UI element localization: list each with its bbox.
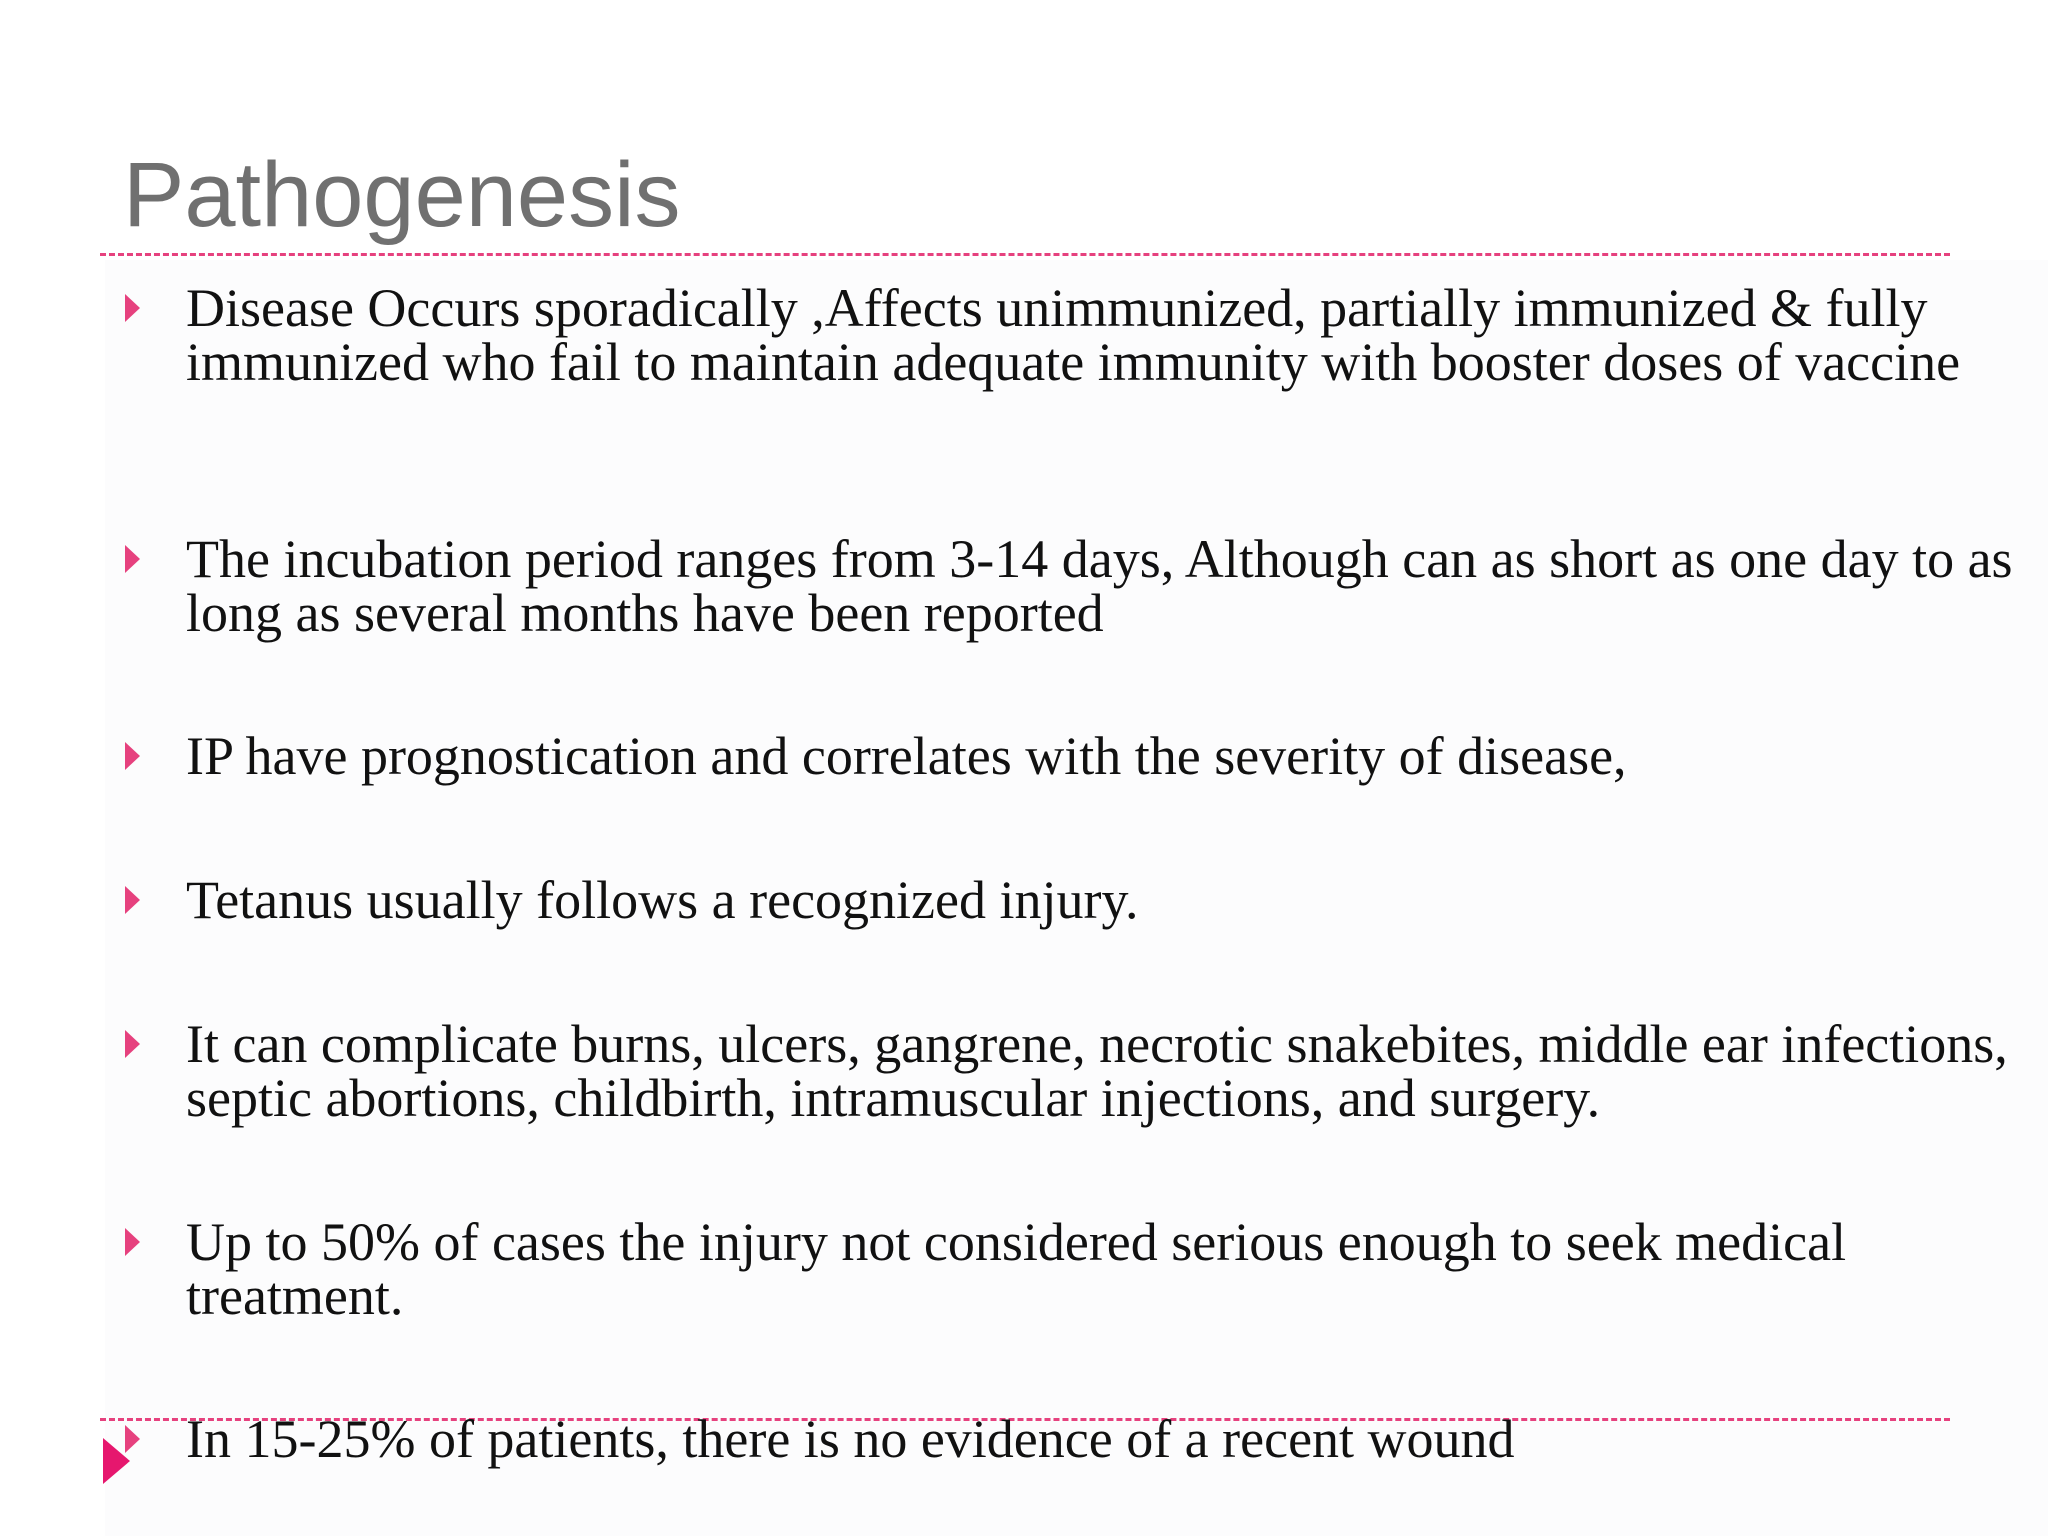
bullet-item xyxy=(123,278,2023,392)
bullet-text: The incubation period ranges from 3-14 days, Although can as short as one day to as long as several months have been reported xyxy=(186,529,2013,643)
corner-triangle-icon xyxy=(103,1438,130,1484)
pink-triangle-bullet-icon xyxy=(125,1228,140,1256)
pink-triangle-bullet-icon xyxy=(125,545,140,573)
bullet-text: Up to 50% of cases the injury not considered serious enough to seek medical treatment. xyxy=(186,1212,1847,1326)
bullet-text: It can complicate burns, ulcers, gangrene, necrotic snakebites, middle ear infections, septic abortions, childbirth, intramuscular injections, and surgery. xyxy=(186,1014,2008,1128)
bullet-item xyxy=(123,1409,2023,1469)
bullet-item xyxy=(123,1014,2023,1128)
pink-triangle-bullet-icon xyxy=(125,886,140,914)
bullet-text: IP have prognostication and correlates with the severity of disease, xyxy=(186,726,1627,786)
pink-triangle-bullet-icon xyxy=(125,1030,140,1058)
bullet-text: In 15-25% of patients, there is no evidence of a recent wound xyxy=(186,1409,1515,1469)
bullet-item xyxy=(123,1212,2023,1326)
bullet-text: Tetanus usually follows a recognized injury. xyxy=(186,870,1139,930)
title-divider-dashed xyxy=(100,253,1950,256)
bullet-item xyxy=(123,529,2023,643)
pink-triangle-bullet-icon xyxy=(125,742,140,770)
bullet-item xyxy=(123,870,2023,930)
pink-triangle-bullet-icon xyxy=(125,294,140,322)
bullet-text: Disease Occurs sporadically ,Affects unimmunized, partially immunized & fully immunized who fail to maintain adequate immunity with booster doses of vaccine xyxy=(186,278,1961,392)
slide-title: Pathogenesis xyxy=(123,144,681,246)
bullet-item xyxy=(123,726,2023,786)
